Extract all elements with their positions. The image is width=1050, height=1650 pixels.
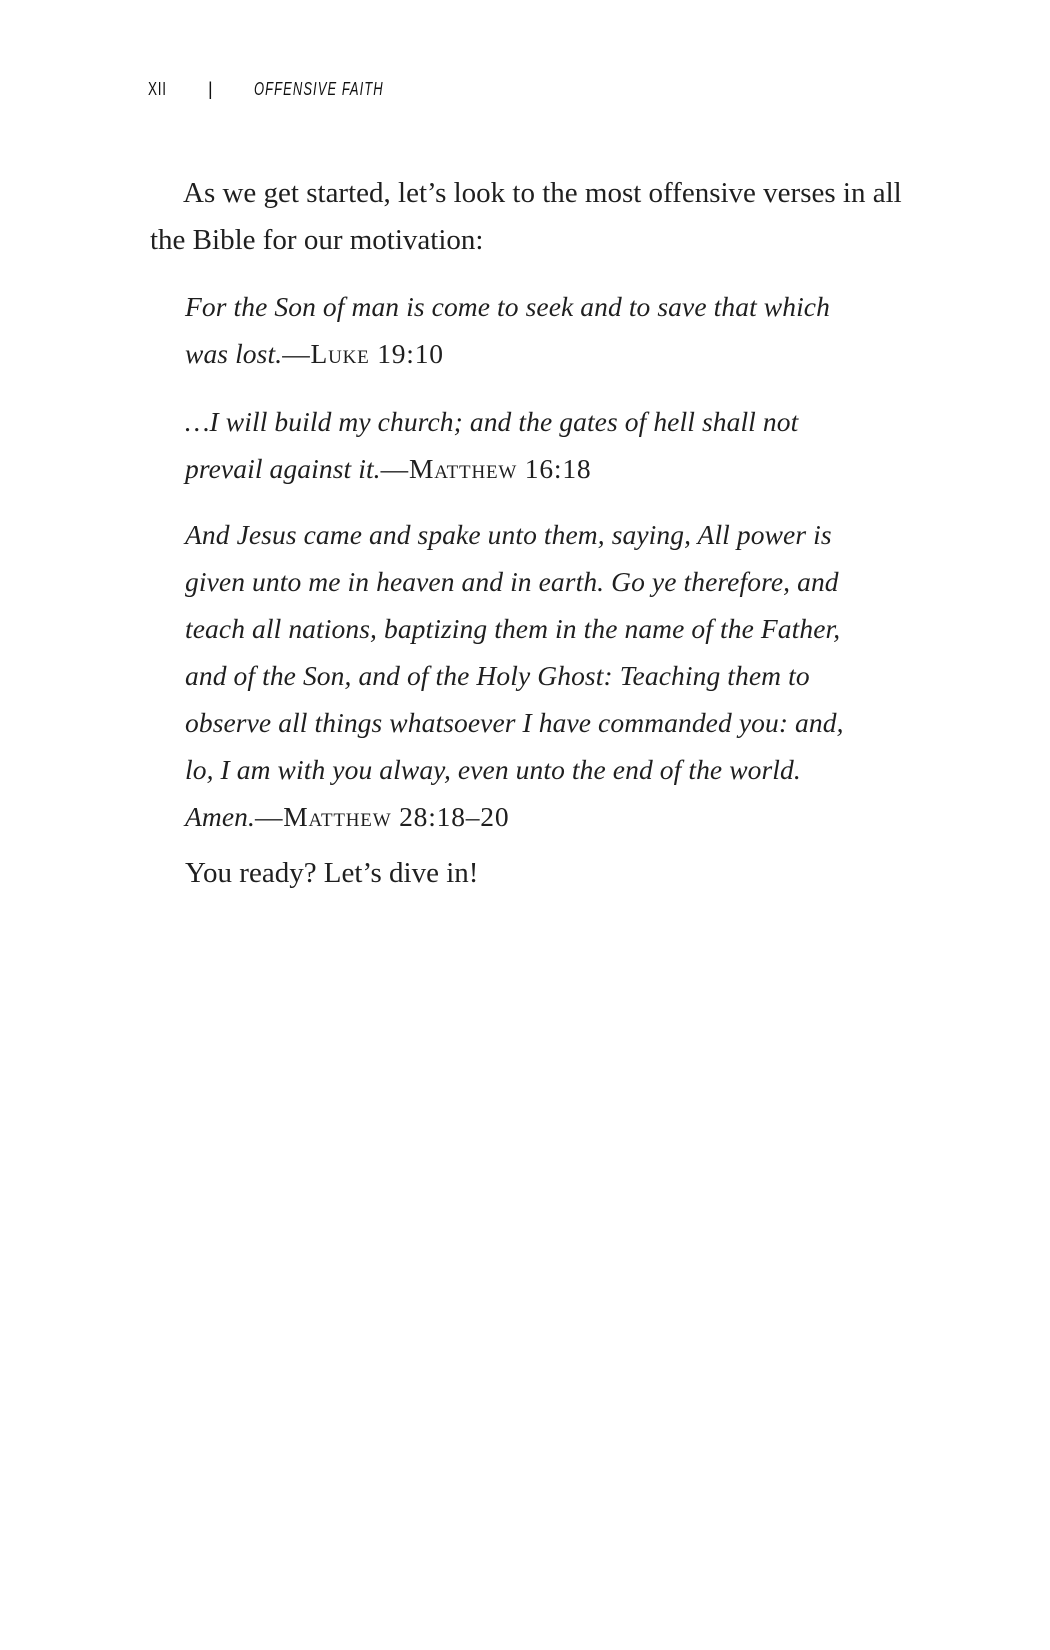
quote-citation: —Luke 19:10 [282,338,444,369]
header-separator: | [208,78,214,99]
intro-paragraph: As we get started, let’s look to the most offensive verses in all the Bible for our motivation: [150,177,902,256]
quote-text: And Jesus came and spake unto them, saying, All power is given unto me in heaven and in earth. Go ye therefore, and teach all nations, baptizing them in the name of the Father, and of the Son, and of the Holy Ghost: Teaching them to observe all things whatsoever I have commanded you: and, lo, I am with you alway, even unto the end of the world. Amen. [185,519,844,832]
scripture-quote-matthew-16 [185,398,865,492]
quote-citation: —Matthew 16:18 [380,453,592,484]
quote-text: For the Son of man is come to seek and to save that which was lost. [185,291,830,369]
running-head [148,74,434,104]
scripture-quote-matthew-28 [185,511,865,840]
scripture-quote-luke [185,283,865,377]
page-number: XII [148,78,167,99]
book-title: OFFENSIVE FAITH [254,78,384,99]
quote-citation: —Matthew 28:18–20 [255,801,510,832]
closing-paragraph: You ready? Let’s dive in! [185,857,479,889]
quote-text: …I will build my church; and the gates of hell shall not prevail against it. [185,406,799,484]
